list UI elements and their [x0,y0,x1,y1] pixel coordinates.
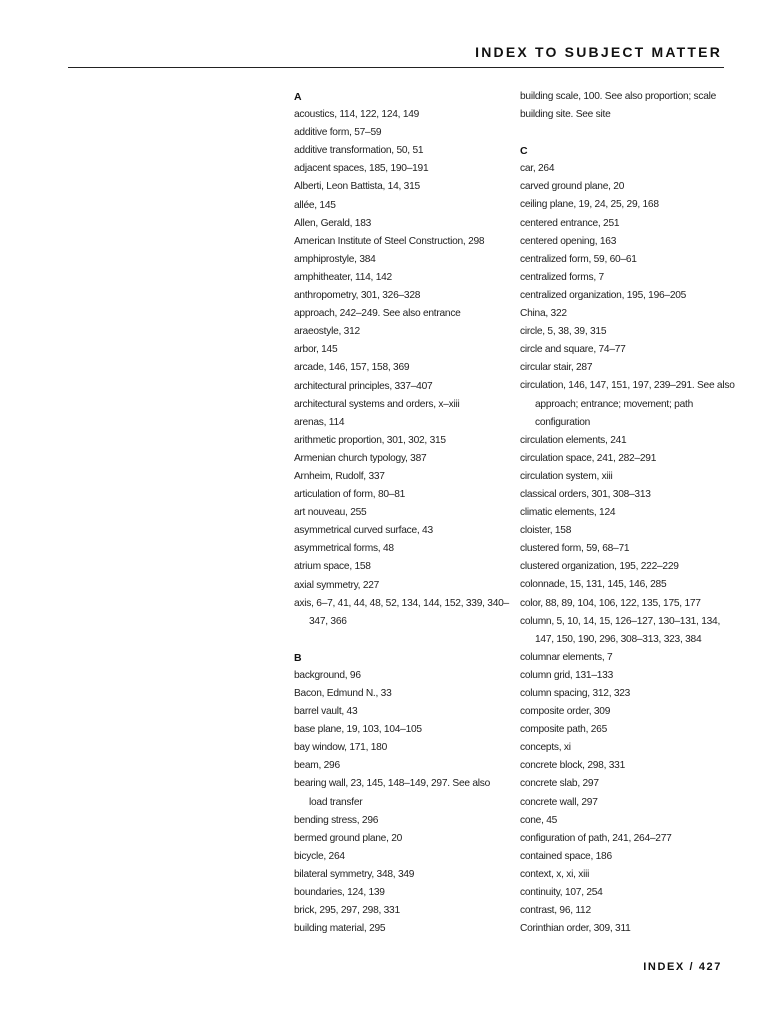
index-entry: boundaries, 124, 139 [294,887,385,899]
index-entry: building scale, 100. See also proportion; scale [520,91,717,102]
index-entry: centered entrance, 251 [520,217,620,229]
index-entry: Armenian church typology, 387 [294,452,427,464]
index-entry: circle, 5, 38, 39, 315 [520,326,607,338]
index-column-left [294,88,509,938]
index-entry: atrium space, 158 [294,561,371,573]
index-entry: centered opening, 163 [520,235,617,247]
page-footer: INDEX / 427 [643,961,722,973]
index-entry: axial symmetry, 227 [294,579,380,591]
index-entry: art nouveau, 255 [294,507,367,519]
index-entry: concrete block, 298, 331 [520,760,626,772]
index-entry: centralized form, 59, 60–61 [520,253,637,265]
index-entry: context, x, xi, xiii [520,868,590,880]
index-entry: barrel vault, 43 [294,706,358,718]
index-entry: contained space, 186 [520,850,612,862]
header-divider [68,67,724,68]
index-entry: Arnheim, Rudolf, 337 [294,470,385,482]
index-entry: amphiprostyle, 384 [294,253,376,265]
index-entry: additive form, 57–59 [294,127,382,139]
index-entry: columnar elements, 7 [520,651,613,663]
index-entry: arcade, 146, 157, 158, 369 [294,362,410,374]
index-entry: araeostyle, 312 [294,326,360,338]
index-entry: adjacent spaces, 185, 190–191 [294,163,429,175]
index-entry: composite order, 309 [520,706,611,718]
index-entry: circulation system, xiii [520,470,613,482]
index-entry: amphitheater, 114, 142 [294,271,392,283]
index-entry: colonnade, 15, 131, 145, 146, 285 [520,579,667,591]
index-entry: continuity, 107, 254 [520,887,603,899]
index-entry: bearing wall, 23, 145, 148–149, 297. See also load transfer [294,778,491,808]
index-entry: brick, 295, 297, 298, 331 [294,905,400,917]
index-entry: bay window, 171, 180 [294,742,387,754]
index-entry: Alberti, Leon Battista, 14, 315 [294,181,420,193]
index-entry: cone, 45 [520,814,558,826]
index-entry: anthropometry, 301, 326–328 [294,290,421,302]
index-entry: Corinthian order, 309, 311 [520,923,631,935]
index-entry: China, 322 [520,308,567,320]
index-entry: additive transformation, 50, 51 [294,145,424,157]
index-entry: Bacon, Edmund N., 33 [294,688,392,699]
index-entry: circulation, 146, 147, 151, 197, 239–291. See also approach; entrance; movement; path configuration [520,380,735,428]
index-section [294,88,509,631]
index-entry: circulation space, 241, 282–291 [520,452,657,464]
index-column-right [520,88,735,938]
index-entry: car, 264 [520,163,555,175]
index-entry: column, 5, 10, 14, 15, 126–127, 130–131, 134, 147, 150, 190, 296, 308–313, 323, 384 [520,615,721,645]
index-entry: American Institute of Steel Construction, 298 [294,235,485,247]
index-entry: centralized organization, 195, 196–205 [520,289,687,301]
page-header-title: INDEX TO SUBJECT MATTER [475,44,722,60]
index-entry: concrete slab, 297 [520,778,599,790]
index-entry: architectural principles, 337–407 [294,380,433,392]
index-entry: cloister, 158 [520,525,572,537]
index-entry: beam, 296 [294,760,340,772]
index-section [520,142,735,938]
index-entry: arbor, 145 [294,344,338,356]
index-entry: circle and square, 74–77 [520,344,626,356]
index-entry: column spacing, 312, 323 [520,688,631,699]
section-letter: B [294,651,302,664]
index-entry: centralized forms, 7 [520,271,604,283]
section-letter: A [294,91,302,103]
index-entry: building site. See site [520,109,611,121]
index-entry: acoustics, 114, 122, 124, 149 [294,109,420,121]
index-entry: background, 96 [294,669,361,681]
index-entry: ceiling plane, 19, 24, 25, 29, 168 [520,199,659,211]
index-entry: base plane, 19, 103, 104–105 [294,724,422,736]
index-section [294,649,509,939]
index-entry: bermed ground plane, 20 [294,832,403,844]
index-section [520,88,735,124]
index-entry: color, 88, 89, 104, 106, 122, 135, 175, 177 [520,597,701,609]
index-entry: arithmetic proportion, 301, 302, 315 [294,434,446,446]
index-entry: approach, 242–249. See also entrance [294,308,461,320]
index-entry: concepts, xi [520,742,571,754]
index-entry: composite path, 265 [520,724,607,736]
index-entry: architectural systems and orders, x–xiii [294,398,460,410]
index-entry: clustered organization, 195, 222–229 [520,561,679,573]
index-entry: bicycle, 264 [294,850,345,862]
index-entry: bending stress, 296 [294,814,379,826]
index-entry: axis, 6–7, 41, 44, 48, 52, 134, 144, 152, 339, 340–347, 366 [294,597,509,627]
index-entry: arenas, 114 [294,416,345,428]
index-entry: articulation of form, 80–81 [294,489,406,501]
index-entry: contrast, 96, 112 [520,905,591,917]
index-entry: configuration of path, 241, 264–277 [520,832,672,844]
index-entry: allée, 145 [294,199,336,211]
index-entry: column grid, 131–133 [520,669,613,681]
index-entry: asymmetrical curved surface, 43 [294,525,433,537]
index-entry: circulation elements, 241 [520,434,627,446]
index-entry: building material, 295 [294,923,386,935]
index-entry: climatic elements, 124 [520,507,616,519]
index-entry: asymmetrical forms, 48 [294,543,394,555]
index-entry: circular stair, 287 [520,362,593,374]
section-letter: C [520,145,528,158]
index-entry: classical orders, 301, 308–313 [520,488,651,500]
index-entry: bilateral symmetry, 348, 349 [294,868,415,880]
index-entry: clustered form, 59, 68–71 [520,543,630,555]
index-entry: concrete wall, 297 [520,796,598,808]
index-entry: Allen, Gerald, 183 [294,217,372,229]
index-entry: carved ground plane, 20 [520,181,625,193]
